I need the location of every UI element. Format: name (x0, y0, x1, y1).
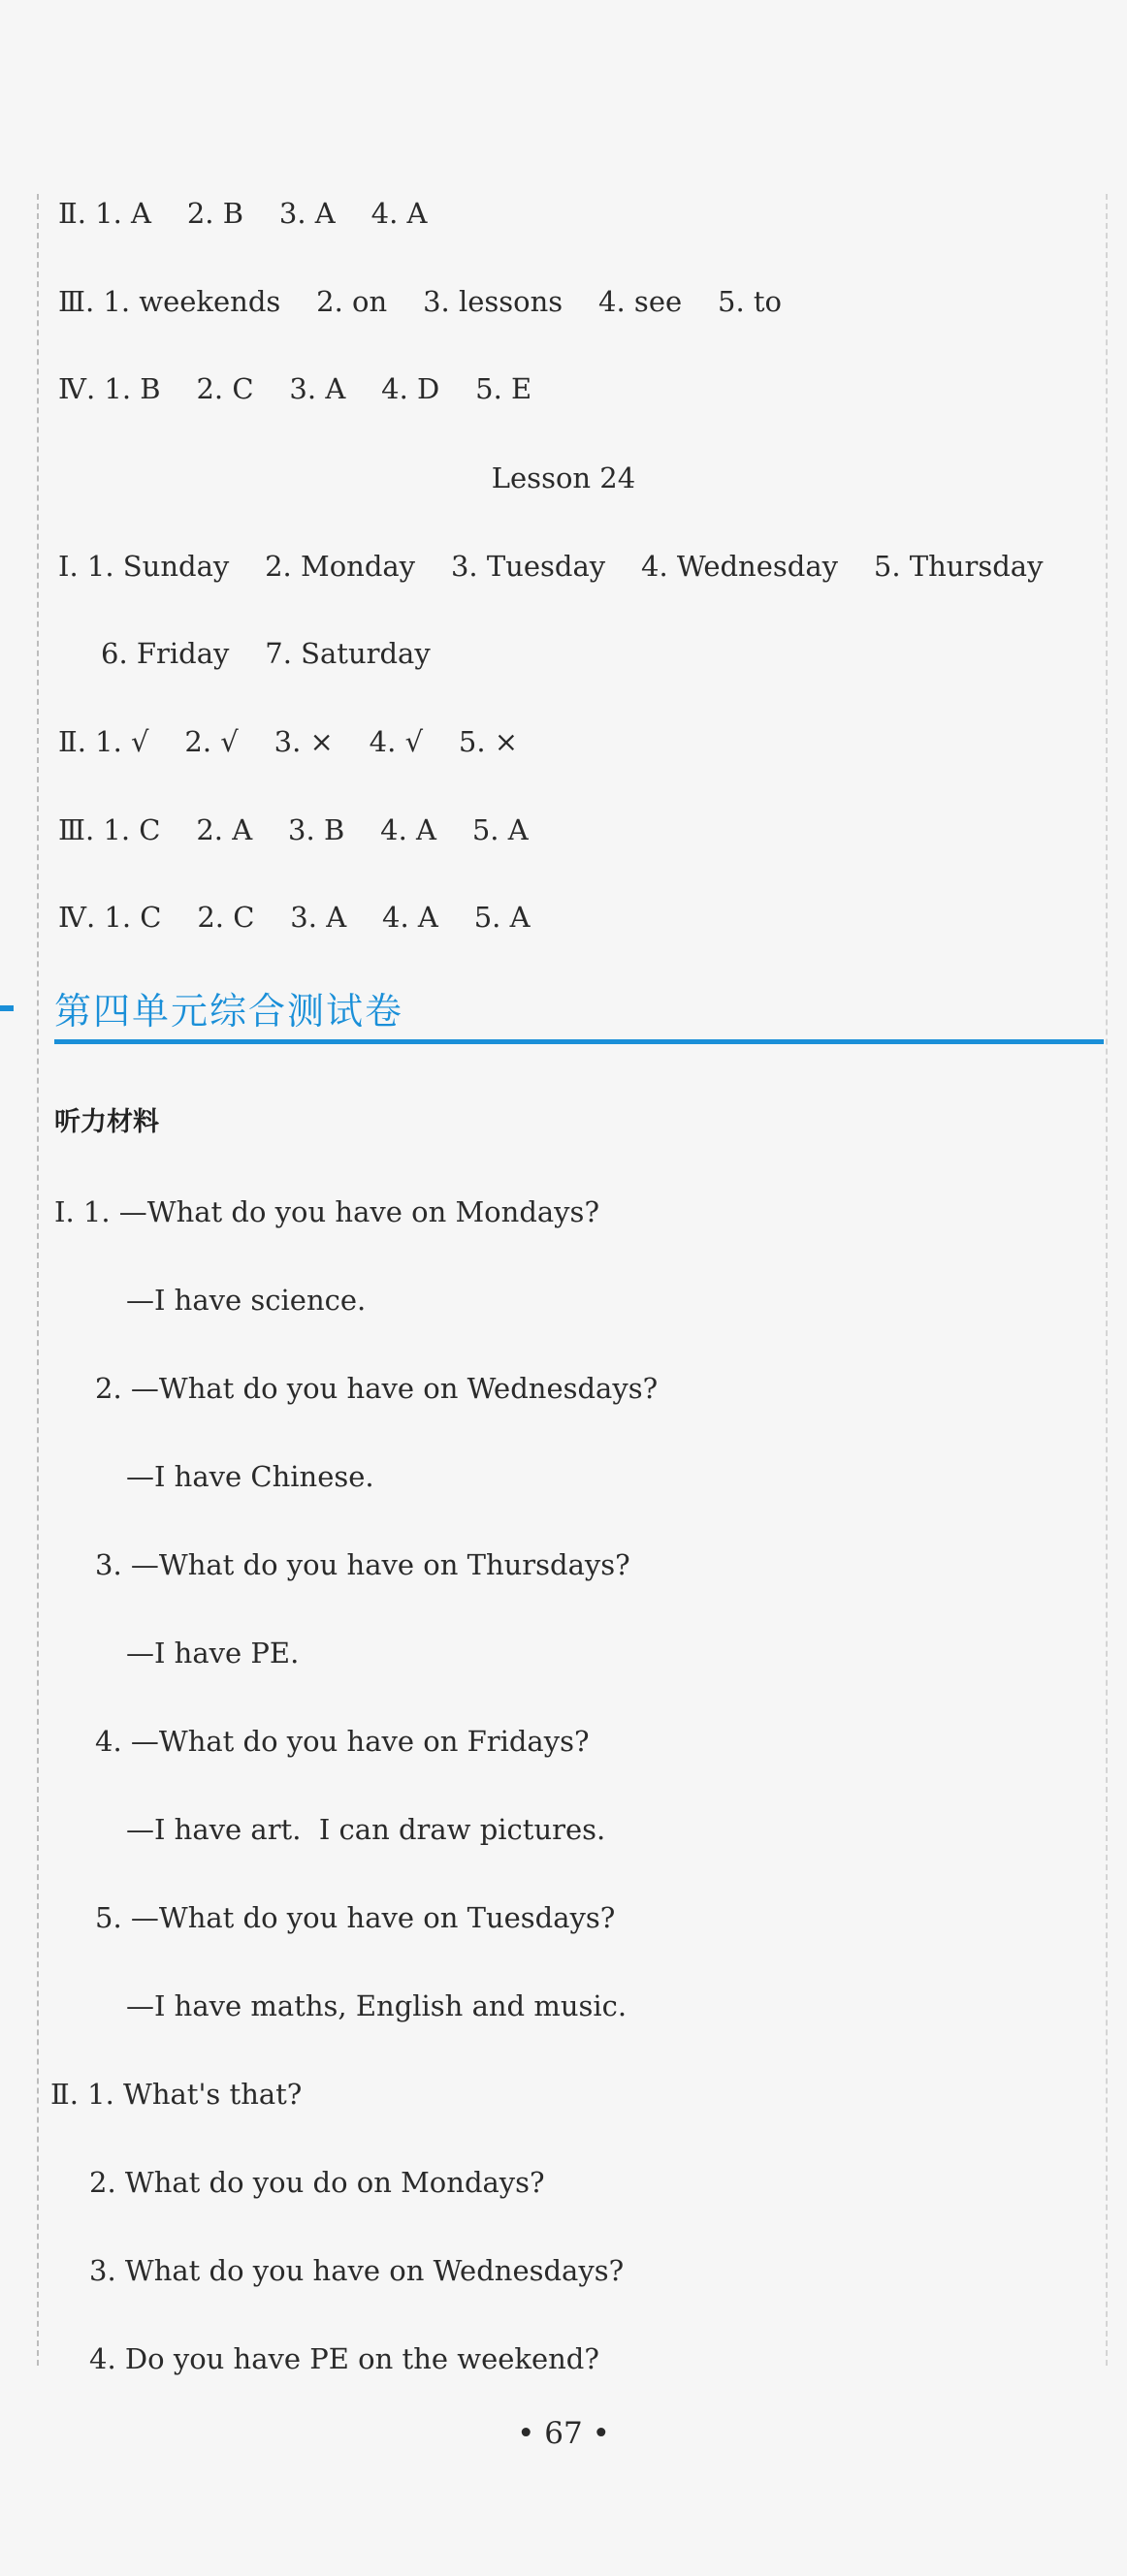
answer-row-IV: Ⅳ. 1. B 2. C 3. A 4. D 5. E (58, 372, 532, 405)
right-dashed-margin (1106, 194, 1108, 2366)
listening-I-4-reply: —I have art. I can draw pictures. (126, 1813, 606, 1846)
listening-I-1-reply: —I have science. (126, 1284, 367, 1317)
listening-I-2-question: 2. —What do you have on Wednesdays? (95, 1372, 659, 1405)
listening-II-1: Ⅱ. 1. What's that? (50, 2078, 303, 2111)
heading-rule (54, 1039, 1104, 1044)
page-number: • 67 • (517, 2416, 610, 2451)
lesson-title: Lesson 24 (491, 461, 636, 494)
lesson24-II: Ⅱ. 1. √ 2. √ 3. × 4. √ 5. × (58, 725, 519, 758)
answer-row-III: Ⅲ. 1. weekends 2. on 3. lessons 4. see 5. to (58, 285, 783, 318)
listening-I-1-question: Ⅰ. 1. —What do you have on Mondays? (54, 1195, 599, 1228)
listening-I-3-question: 3. —What do you have on Thursdays? (95, 1548, 630, 1581)
lesson24-I-line1: Ⅰ. 1. Sunday 2. Monday 3. Tuesday 4. Wednesday 5. Thursday (58, 550, 1044, 583)
lesson24-IV: Ⅳ. 1. C 2. C 3. A 4. A 5. A (58, 901, 531, 934)
lesson24-III: Ⅲ. 1. C 2. A 3. B 4. A 5. A (58, 813, 529, 846)
listening-II-3: 3. What do you have on Wednesdays? (89, 2254, 625, 2287)
lesson24-I-line2: 6. Friday 7. Saturday (101, 637, 431, 670)
listening-material-heading: 听力材料 (54, 1107, 159, 1137)
answer-row-II: Ⅱ. 1. A 2. B 3. A 4. A (58, 197, 428, 230)
listening-I-5-question: 5. —What do you have on Tuesdays? (95, 1901, 616, 1934)
listening-I-5-reply: —I have maths, English and music. (126, 1989, 628, 2022)
left-dashed-margin (37, 194, 39, 2366)
listening-I-4-question: 4. —What do you have on Fridays? (95, 1725, 590, 1758)
listening-II-2: 2. What do you do on Mondays? (89, 2166, 545, 2199)
listening-I-2-reply: —I have Chinese. (126, 1460, 374, 1493)
edge-tab-mark (0, 1005, 14, 1011)
unit-test-heading: 第四单元综合测试卷 (54, 990, 404, 1033)
listening-I-3-reply: —I have PE. (126, 1637, 300, 1670)
listening-II-4: 4. Do you have PE on the weekend? (89, 2342, 599, 2375)
